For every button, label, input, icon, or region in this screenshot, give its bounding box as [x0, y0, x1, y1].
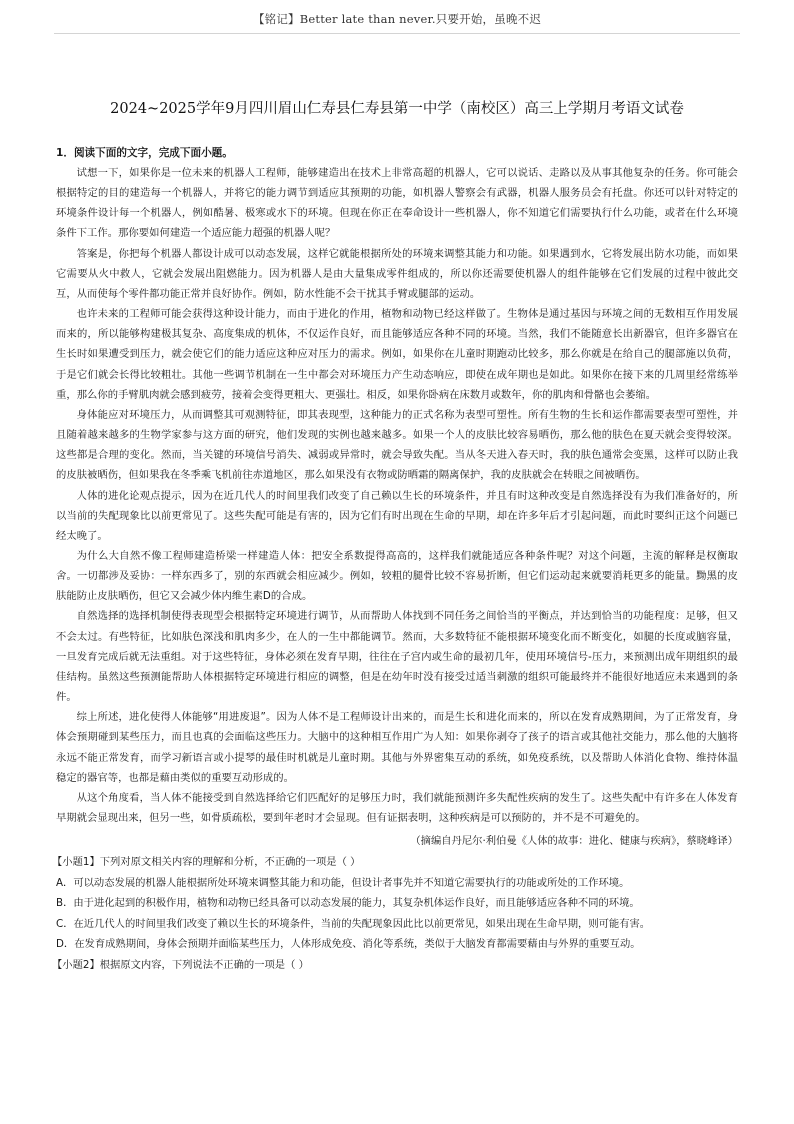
header-motto: 【铭记】Better late than never.只要开始，虽晚不迟 [252, 12, 542, 26]
passage-paragraph: 答案是，你把每个机器人都设计成可以动态发展，这样它就能根据所处的环境来调整其能力和功能。如果遇到水，它将发展出防水功能，而如果它需要从火中救人，它就会发展出阻燃能力。因为机器人是由大量集成零件组成的，所以你还需要使机器人的组件能够在它们发展的过程中彼此交互，从而使每个零件都功能正常并良好协作。例如，防水性能不会干扰其手臂或腿部的运动。 [56, 247, 738, 300]
passage-paragraph: 从这个角度看，当人体不能接受到自然选择给它们匹配好的足够压力时，我们就能预测许多失配性疾病的发生了。这些失配中有许多在人体发育早期就会显现出来，但另一些，如骨质疏松，要到年老时才会显现。但有证据表明，这种疾病是可以预防的，并不是不可避免的。 [56, 791, 738, 824]
passage-paragraph: 为什么大自然不像工程师建造桥梁一样建造人体：把安全系数提得高高的，这样我们就能适应各种条件呢？对这个问题，主流的解释是权衡取舍。一切都涉及妥协：一样东西多了，别的东西就会相应减少。例如，较粗的腿骨比较不容易折断，但它们运动起来就要消耗更多的能量。黝黑的皮肤能防止皮肤晒伤，但它又会减少体内维生素D的合成。 [56, 549, 738, 603]
subquestion-1-stem: 【小题1】下列对原文相关内容的理解和分析，不正确的一项是（ ） [52, 856, 361, 869]
subquestion-2-stem: 【小题2】根据原文内容，下列说法不正确的一项是（ ） [52, 958, 309, 971]
passage-paragraph: 综上所述，进化使得人体能够“用进废退”。因为人体不是工程师设计出来的，而是生长和进化而来的，所以在发育成熟期间，为了正常发育，身体会预期碰到某些压力，而且也真的会面临这些压力。大脑中的这种相互作用广为人知：如果你剥夺了孩子的语言或其他社交能力，那么他的大脑将永远不能正常发育，而学习新语言或小提琴的最佳时机就是儿童时期。其他与外界密集互动的系统，如免疫系统，以及帮助人体消化食物、维持体温稳定的器官等，也都是藉由类似的重要互动形成的。 [56, 711, 738, 784]
passage-paragraph: 身体能应对环境压力，从而调整其可观测特征，即其表现型，这种能力的正式名称为表型可塑性。所有生物的生长和运作都需要表型可塑性，并且随着越来越多的生物学家参与这方面的研究，他们发现的实例也越来越多。如果一个人的皮肤比较容易晒伤，那么他的肤色在夏天就会变得较深。这些都是合理的变化。然而，当关键的环境信号消失、减弱或异常时，就会导致失配。当从冬天进入春天时，我的肤色通常会变黑，这样可以防止我的皮肤被晒伤，但如果我在冬季乘飞机前往赤道地区，那么如果没有衣物或防晒霜的隔离保护，我的皮肤就会在转眼之间被晒伤。 [56, 408, 738, 482]
question-heading: 1．阅读下面的文字，完成下面小题。 [56, 147, 233, 159]
option-b: B．由于进化起到的积极作用，植物和动物已经具备可以动态发展的能力，其复杂机体运作良好，而且能够适应各种不同的环境。 [56, 897, 640, 910]
option-a: A．可以动态发展的机器人能根据所处环境来调整其能力和功能，但设计者事先并不知道它需要执行的功能或所处的工作环境。 [56, 876, 630, 889]
option-c: C．在近几代人的时间里我们改变了赖以生长的环境条件，当前的失配现象因此比以前更常见，如果出现在生命早期，则可能有害。 [56, 917, 651, 930]
header-divider [54, 33, 740, 34]
option-d: D．在发育成熟期间，身体会预期并面临某些压力，人体形成免疫、消化等系统，类似于大脑发育都需要藉由与外界的重要互动。 [56, 938, 641, 951]
passage-paragraph: 人体的进化论观点提示，因为在近几代人的时间里我们改变了自己赖以生长的环境条件，并且有时这种改变是自然选择没有为我们准备好的，所以当前的失配现象比以前更常见了。这些失配可能是有害的，因为它们有时出现在生命的早期，却在许多年后才引起问题，而此时要纠正这个问题已经太晚了。 [56, 489, 738, 542]
passage-paragraph: 自然选择的选择机制使得表现型会根据特定环境进行调节，从而帮助人体找到不同任务之间恰当的平衡点，并达到恰当的功能程度：足够，但又不会太过。有些特征，比如肤色深浅和肌肉多少，在人的一生中都能调节。然而，大多数特征不能根据环境变化而不断变化，如腿的长度或脑容量，一旦发育完成后就无法重组。对于这些特征，身体必须在发育早期，往往在子宫内或生命的最初几年，使用环境信号-压力，来预测出成年期组织的最佳结构。虽然这些预测能帮助人体根据特定环境进行相应的调整，但是在幼年时没有接受过适当刺激的组织可能最终并不能很好地适应未来遇到的条件。 [56, 610, 738, 704]
passage-source: （摘编自丹尼尔·利伯曼《人体的故事：进化、健康与疾病》，蔡晓峰译） [410, 835, 738, 848]
passage-paragraph: 试想一下，如果你是一位未来的机器人工程师，能够建造出在技术上非常高超的机器人，它可以说话、走路以及从事其他复杂的任务。你可能会根据特定的目的建造每一个机器人，并将它的能力调节到适应其预期的功能，如机器人警察会有武器，机器人服务员会有托盘。你还可以针对特定的环境条件设计每一个机器人，例如酷暑、极寒或水下的环境。但现在你正在奉命设计一些机器人，你不知道它们需要执行什么功能，或者在什么环境条件下工作。那你要如何建造一个适应能力超强的机器人呢？ [56, 167, 738, 240]
question-content [52, 143, 738, 975]
exam-title: 2024~2025学年9月四川眉山仁寿县仁寿县第一中学（南校区）高三上学期月考语文试卷 [110, 101, 684, 117]
passage-paragraph: 也许未来的工程师可能会获得这种设计能力，而由于进化的作用，植物和动物已经这样做了。生物体是通过基因与环境之间的无数相互作用发展而来的，所以能够构建极其复杂、高度集成的机体，不仅运作良好，而且能够适应各种不同的环境。当然，我们不能随意长出新器官，但许多器官在生长时如果遭受到压力，就会使它们的能力适应这种应对压力的需求。例如，如果你在儿童时期跑动比较多，那么你就是在给自己的腿部施以负荷，于是它们就会长得比较粗壮。其他一些调节机制在一生中都会对环境压力产生动态响应，即使在成年期也是如此。如果你在接下来的几周里经常练举重，那么你的手臂肌肉就会感到疲劳，接着会变得更粗大、更强壮。相反，如果你卧病在床数月或数年，你的肌肉和骨骼也会萎缩。 [56, 308, 738, 401]
